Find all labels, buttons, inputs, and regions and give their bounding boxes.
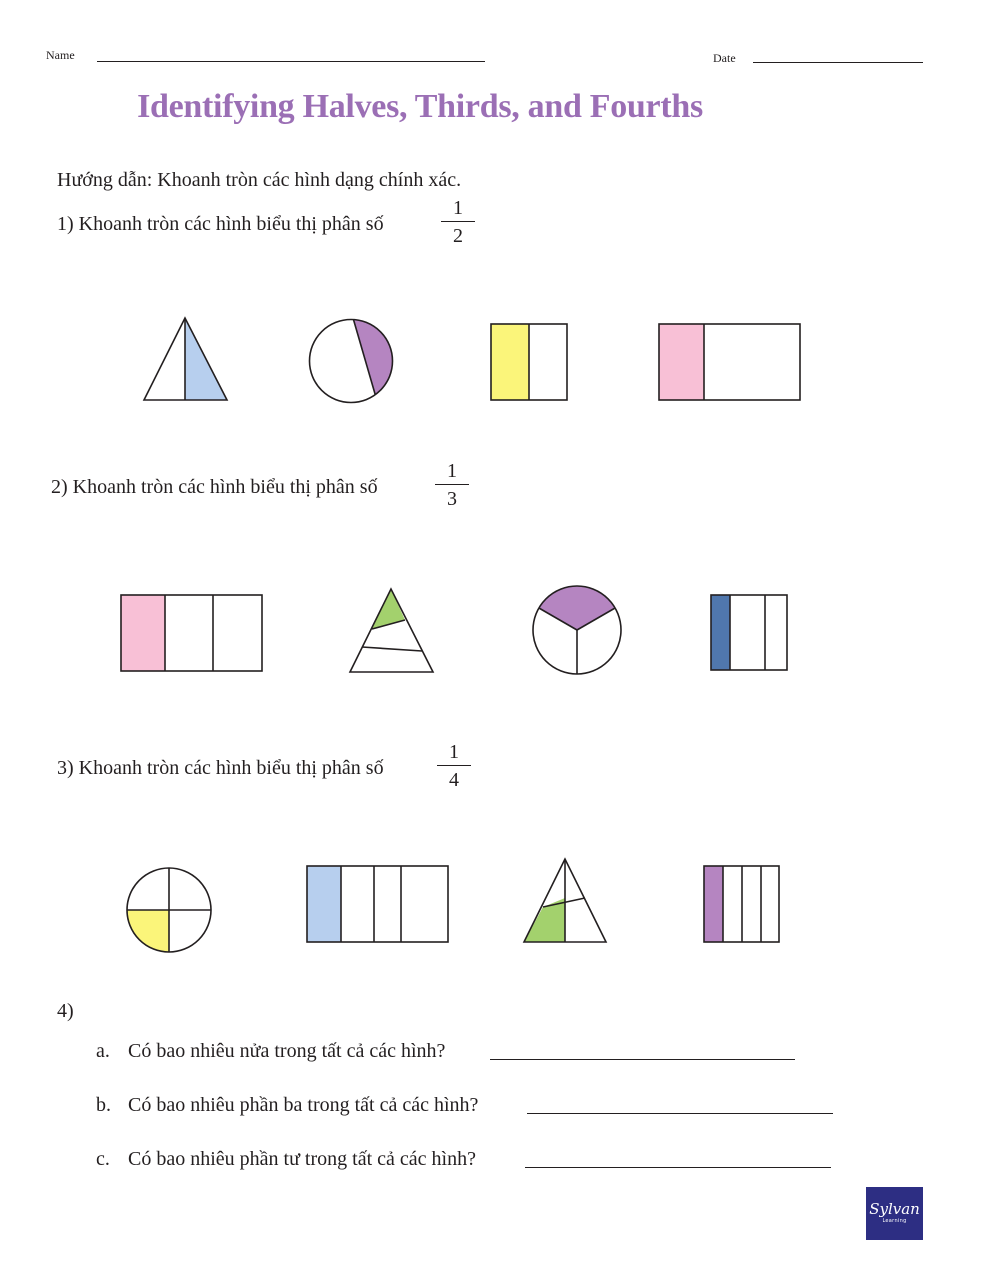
question-4b-letter: b. <box>96 1094 111 1116</box>
q3-triangle-unequal[interactable] <box>519 853 613 947</box>
fraction-numerator: 1 <box>447 460 457 482</box>
shaded-third <box>539 586 615 630</box>
question-1-fraction <box>441 197 475 247</box>
name-label: Name <box>46 48 75 62</box>
q3-square-fourths[interactable] <box>699 861 785 947</box>
q1-rectangle-unequal[interactable] <box>654 320 806 406</box>
shaded-third <box>711 595 730 670</box>
date-label: Date <box>713 51 736 65</box>
fraction-bar <box>435 484 469 485</box>
shaded-part <box>659 324 704 400</box>
question-3-label: 3) Khoanh tròn các hình biểu thị phân số <box>57 757 384 779</box>
date-field[interactable] <box>753 62 923 63</box>
fraction-denominator: 2 <box>453 225 463 247</box>
shaded-part <box>354 320 393 395</box>
sylvan-logo <box>866 1187 923 1240</box>
q2-triangle-unequal[interactable] <box>345 583 439 677</box>
q2-rectangle-thirds-unequal[interactable] <box>116 590 268 676</box>
page-title: Identifying Halves, Thirds, and Fourths <box>137 88 703 125</box>
fraction-denominator: 4 <box>449 769 459 791</box>
shaded-part <box>524 898 565 942</box>
question-3-fraction <box>437 741 471 791</box>
question-4a-text: Có bao nhiêu nửa trong tất cả các hình? <box>128 1040 446 1062</box>
shaded-half <box>491 324 529 400</box>
shaded-part <box>307 866 341 942</box>
question-4a-letter: a. <box>96 1040 110 1062</box>
question-1-label: 1) Khoanh tròn các hình biểu thị phân số <box>57 213 384 235</box>
q1-square-halves[interactable] <box>486 320 572 406</box>
instructions: Hướng dẫn: Khoanh tròn các hình dạng chính xác. <box>57 169 462 191</box>
fraction-bar <box>441 221 475 222</box>
fraction-numerator: 1 <box>453 197 463 219</box>
answer-line-4b[interactable] <box>527 1113 833 1114</box>
fraction-numerator: 1 <box>449 741 459 763</box>
answer-line-4c[interactable] <box>525 1167 831 1168</box>
name-field[interactable] <box>97 61 485 62</box>
question-2-label: 2) Khoanh tròn các hình biểu thị phân số <box>51 476 378 498</box>
q1-triangle-halves[interactable] <box>140 313 232 405</box>
q2-square-thirds[interactable] <box>706 590 792 676</box>
fraction-denominator: 3 <box>447 488 457 510</box>
shaded-part <box>121 595 165 671</box>
question-4b-text: Có bao nhiêu phần ba trong tất cả các hình? <box>128 1094 479 1116</box>
logo-subtext: Learning <box>882 1218 907 1224</box>
question-4-number: 4) <box>57 1000 74 1022</box>
question-4c-text: Có bao nhiêu phần tư trong tất cả các hình? <box>128 1148 476 1170</box>
answer-line-4a[interactable] <box>490 1059 795 1060</box>
q2-circle-thirds[interactable] <box>529 581 625 677</box>
q1-circle-unequal[interactable] <box>305 315 397 407</box>
q3-circle-fourths[interactable] <box>122 862 218 958</box>
question-2-fraction <box>435 460 469 510</box>
question-4c-letter: c. <box>96 1148 110 1170</box>
shaded-fourth <box>704 866 723 942</box>
fraction-bar <box>437 765 471 766</box>
logo-word: Sylvan <box>869 1200 920 1218</box>
q3-rectangle-fourths-unequal[interactable] <box>302 861 454 947</box>
